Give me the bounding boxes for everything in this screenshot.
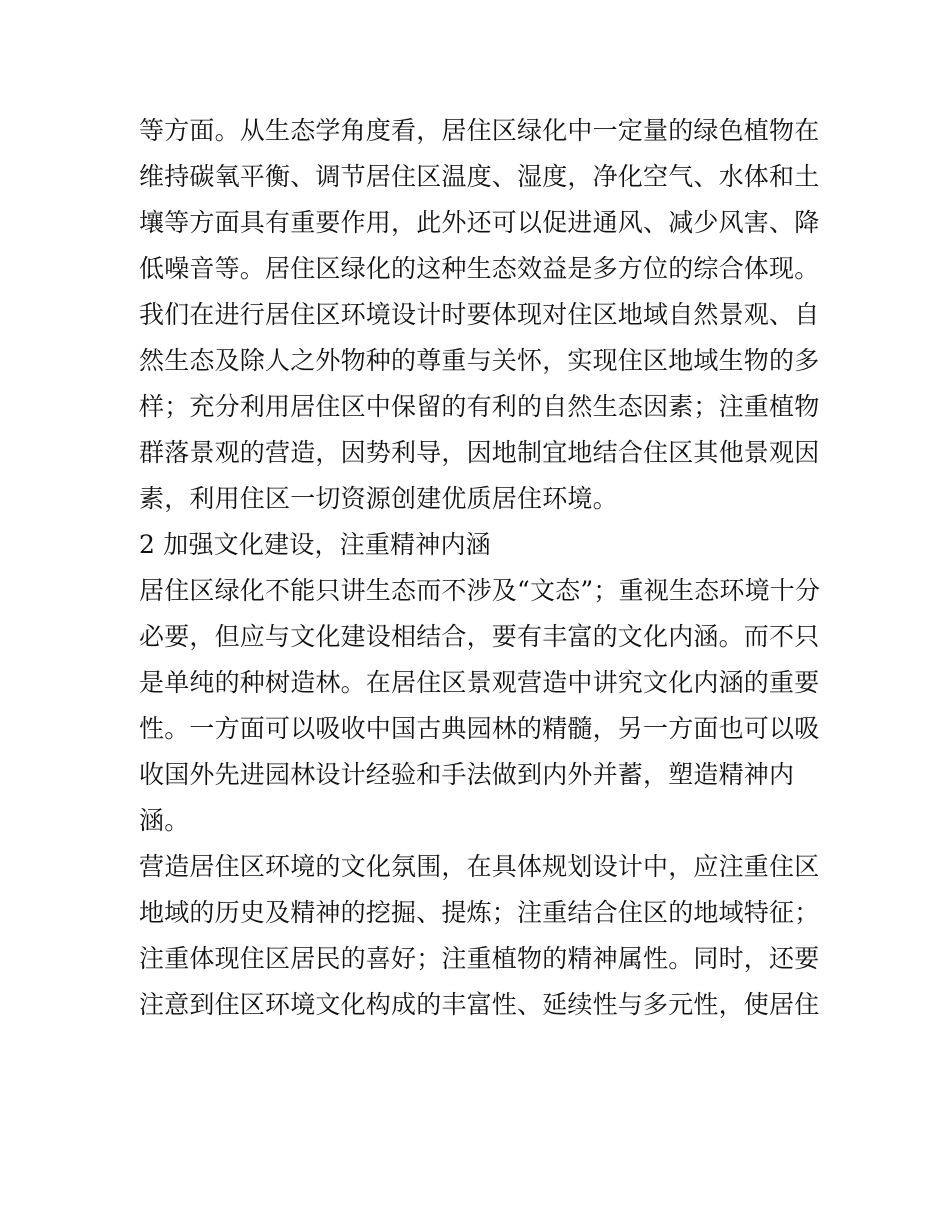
text-line: 壤等方面具有重要作用，此外还可以促进通风、减少风害、降 [139,208,820,237]
text-line: 营造居住区环境的文化氛围，在具体规划设计中，应注重住区 [139,852,820,881]
text-line: 性。一方面可以吸收中国古典园林的精髓，另一方面也可以吸 [139,714,820,743]
text-line: 注重体现住区居民的喜好；注重植物的精神属性。同时，还要 [139,944,820,973]
text-line: 是单纯的种树造林。在居住区景观营造中讲究文化内涵的重要 [139,668,820,697]
text-line: 必要，但应与文化建设相结合，要有丰富的文化内涵。而不只 [139,622,820,651]
text-line: 样；充分利用居住区中保留的有利的自然生态因素；注重植物 [139,392,820,421]
text-line: 然生态及除人之外物种的尊重与关怀，实现住区地域生物的多 [139,346,820,375]
text-line: 收国外先进园林设计经验和手法做到内外并蓄，塑造精神内 [139,760,795,789]
text-line: 我们在进行居住区环境设计时要体现对住区地域自然景观、自 [139,300,820,329]
text-line: 地域的历史及精神的挖掘、提炼；注重结合住区的地域特征； [139,898,820,927]
text-line: 群落景观的营造，因势利导，因地制宜地结合住区其他景观因 [139,438,820,467]
section-heading: 2 加强文化建设，注重精神内涵 [139,530,491,559]
text-line: 居住区绿化不能只讲生态而不涉及“文态”；重视生态环境十分 [139,576,821,605]
document-body [139,108,829,1028]
text-line: 等方面。从生态学角度看，居住区绿化中一定量的绿色植物在 [139,116,820,145]
text-line: 低噪音等。居住区绿化的这种生态效益是多方位的综合体现。 [139,254,820,283]
text-line: 注意到住区环境文化构成的丰富性、延续性与多元性，使居住 [139,990,820,1019]
text-line: 素，利用住区一切资源创建优质居住环境。 [139,484,618,513]
text-line: 涵。 [139,806,190,835]
text-line: 维持碳氧平衡、调节居住区温度、湿度，净化空气、水体和土 [139,162,820,191]
